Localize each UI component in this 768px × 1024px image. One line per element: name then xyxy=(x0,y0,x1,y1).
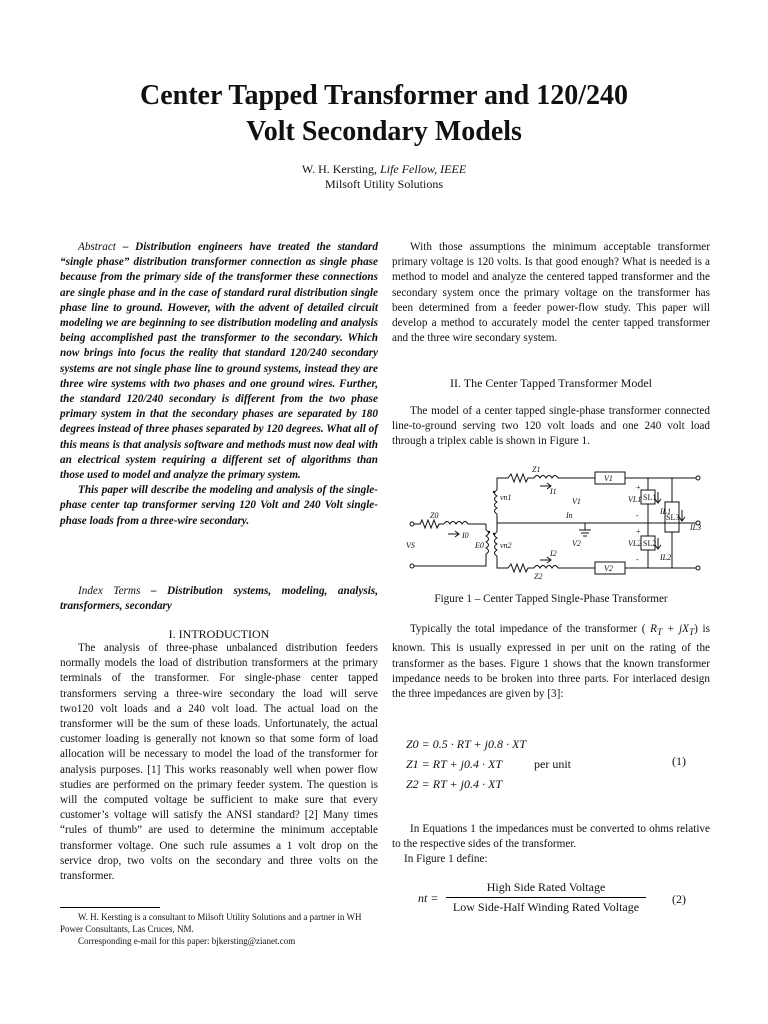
label-minus-2: - xyxy=(636,555,639,564)
rt-xt-expression: $R_T + jX_T$ xyxy=(650,623,695,639)
primary-winding xyxy=(486,530,489,554)
label-e0: E0 xyxy=(475,541,484,550)
section-heading-model: II. The Center Tapped Transformer Model xyxy=(449,376,652,390)
label-sl1: SL1 xyxy=(643,493,657,502)
secondary-winding-2 xyxy=(495,532,498,556)
label-z0: Z0 xyxy=(430,511,439,520)
right-paragraph-2 xyxy=(392,404,710,450)
label-i0: I0 xyxy=(462,531,469,540)
equation-block-1 xyxy=(406,734,710,794)
il3-arrow xyxy=(679,510,685,521)
right-paragraph-3-b: ) is known. This is usually expressed in per unit on the rating of the transformer as the bases. Figure 1 shows that the known transformer impedance needs to be broken into three parts. For interlaced design the three impedances are given by [3]: xyxy=(392,623,711,701)
equation-z0 xyxy=(406,734,710,754)
right-paragraph-1 xyxy=(392,240,710,346)
figure-1-caption: Figure 1 – Center Tapped Single-Phase Transformer xyxy=(434,593,668,605)
line-2-terminal xyxy=(696,566,700,570)
label-vn2: vn2 xyxy=(500,541,512,550)
secondary-winding-1 xyxy=(495,490,498,514)
equation-z2 xyxy=(406,774,710,794)
polarity-dot-2 xyxy=(493,533,495,535)
right-paragraph-4-text: In Equations 1 the impedances must be converted to ohms relative to the respective sides of the transformer. xyxy=(392,823,710,851)
label-il1: IL1 xyxy=(660,507,672,516)
label-plus-1: + xyxy=(636,483,641,492)
index-terms xyxy=(60,584,378,614)
label-minus-1: - xyxy=(636,511,639,520)
label-in: In xyxy=(566,511,573,520)
equation-unit: per unit xyxy=(534,757,571,771)
label-il3: IL3 xyxy=(690,523,702,532)
label-i2: I2 xyxy=(550,549,557,558)
equation-z0-text: Z0 = 0.5 · RT + j0.8 · XT xyxy=(406,737,526,751)
footnote-rule xyxy=(60,907,160,908)
title-line-1: Center Tapped Transformer and 120/240 xyxy=(140,80,628,111)
right-paragraph-2-text: The model of a center tapped single-phase transformer connected line-to-ground serving two 120 volt loads and one 240 volt load through a triplex cable is shown in Figure 1. xyxy=(392,405,710,448)
equation-2-numerator: High Side Rated Voltage xyxy=(446,880,646,898)
right-paragraph-3 xyxy=(392,622,710,702)
z0-inductor xyxy=(444,522,486,525)
source-terminal-bottom xyxy=(410,564,414,568)
abstract-label: Abstract xyxy=(78,241,116,253)
footnote-line-2: Corresponding e-mail for this paper: bjkersting@zianet.com xyxy=(78,936,296,946)
label-vl2: VL2 xyxy=(628,539,642,548)
abstract xyxy=(60,240,378,529)
label-v1-drop: V1 xyxy=(572,497,581,506)
right-paragraph-3-a: Typically the total impedance of the transformer ( xyxy=(410,623,651,635)
paper-title xyxy=(60,78,708,150)
source-terminal-top xyxy=(410,522,414,526)
label-vl1: VL1 xyxy=(628,495,642,504)
equation-number-2: (2) xyxy=(672,892,686,906)
abstract-paragraph-2: This paper will describe the modeling and analysis of the single-phase center tap transformer serving 120 Volt and 240 Volt single-phase loads from a three-wire secondary. xyxy=(60,484,378,527)
equation-z2-text: Z2 = RT + j0.4 · XT xyxy=(406,777,502,791)
abstract-text-1: – Distribution engineers have treated the standard “single phase” distribution transformer connection as single phase because from the primary side of the transformer these connections are single phase and in the case of standard rural distribution single phase line to ground. However, with the advent of detailed circuit modeling we are beginning to see distribution modeling and analysis being accomplished past the transformer to the secondary. Which now brings into focus the reality that standard 120/240 secondary systems are not single phase line to ground systems, instead they are three wire systems with two phases and one ground wires. Further, the standard 120/240 secondary is different from the two phase primary system in that the secondary phases are separated by 180 degrees instead of three phases separated by 120 degrees. What all of this means is that analysis software and methods must now deal with an electrical system requiring a different set of algorithms than those used to model and analyze the primary system. xyxy=(60,241,378,482)
section-heading-introduction: I. INTRODUCTION xyxy=(168,627,270,641)
z2-branch xyxy=(497,556,595,572)
author-line xyxy=(60,162,708,177)
label-z2: Z2 xyxy=(534,572,543,580)
right-paragraph-5 xyxy=(392,852,710,867)
polarity-dot-1 xyxy=(493,491,495,493)
right-paragraph-4 xyxy=(392,822,710,852)
equation-z1 xyxy=(406,754,710,774)
label-v2-drop: V2 xyxy=(572,539,581,548)
ground-symbol xyxy=(579,523,591,536)
right-paragraph-1-text: With those assumptions the minimum acceptable transformer primary voltage is 120 volts. Is that good enough? What is needed is a method to model and analyze the centered tapped transformer and the secondary system once the primary voltage on the transformer has been determined from a feeder power-flow study. This paper will develop a method to accurately model the center tapped transformer and the three wire secondary system. xyxy=(392,241,710,345)
z0-resistor xyxy=(414,520,444,528)
label-sl3: SL3 xyxy=(666,513,680,522)
author-block xyxy=(60,162,708,192)
affiliation: Milsoft Utility Solutions xyxy=(324,177,444,191)
equation-2-denominator: Low Side-Half Winding Rated Voltage xyxy=(452,900,640,914)
equation-number-1: (1) xyxy=(672,754,686,768)
i0-arrow xyxy=(448,531,459,537)
author-name: W. H. Kersting, xyxy=(301,162,381,176)
abstract-paragraph-1 xyxy=(60,240,378,483)
index-terms-label: Index Terms xyxy=(78,585,141,597)
right-paragraph-3-text xyxy=(392,622,710,702)
label-sl2: SL2 xyxy=(643,539,657,548)
label-z1: Z1 xyxy=(532,465,541,474)
title-line-2: Volt Secondary Models xyxy=(246,116,522,147)
footnote xyxy=(60,911,378,947)
primary-return xyxy=(414,554,486,566)
label-plus-2: + xyxy=(636,527,641,536)
label-v1: V1 xyxy=(604,474,613,483)
polarity-dot-primary xyxy=(488,531,490,533)
author-title: Life Fellow, IEEE xyxy=(380,162,467,176)
label-vs: VS xyxy=(406,541,415,550)
introduction-body xyxy=(60,641,378,884)
right-paragraph-5-text: In Figure 1 define: xyxy=(404,853,488,865)
label-il2: IL2 xyxy=(660,553,672,562)
line-1-terminal xyxy=(696,476,700,480)
label-v2: V2 xyxy=(604,564,613,573)
introduction-paragraph-1: The analysis of three-phase unbalanced distribution feeders normally models the load of distribution transformers at the primary terminals of the transformer. For single-phase center tapped transformers serving a three-wire secondary the load will serve two120 volt loads and a 240 volt load. The actual load on the transformer will be the sum of these loads. Unfortunately, the actual customer loading is generally not known so that some form of load allocation will be necessary to model the load of the transformer for analysis purposes. [1] This works reasonably well when power flow studies are performed on the primary feeder system. The question is will the computed voltage be sufficient to make sure that every customer’s voltage will satisfy the ANSI standard? [2] Many times “rules of thumb” are used to determine the minimum acceptable transformer voltage. One such rule assumes a 1 volt drop on the service drop, two volts on the secondary and three volts on the transformer. xyxy=(60,642,378,883)
footnote-line-1: W. H. Kersting is a consultant to Milsoft Utility Solutions and a partner in WH Power Consultants, Las Cruces, NM. xyxy=(60,912,362,934)
label-vn1: vn1 xyxy=(500,493,512,502)
label-i1: I1 xyxy=(550,487,557,496)
equation-2-lhs: nt = xyxy=(418,891,439,905)
figure-1-circuit-diagram xyxy=(400,462,712,580)
index-terms-text: – Distribution systems, modeling, analysis, transformers, secondary xyxy=(60,585,378,613)
z1-branch xyxy=(497,474,595,490)
equation-z1-text: Z1 = RT + j0.4 · XT xyxy=(406,757,502,771)
